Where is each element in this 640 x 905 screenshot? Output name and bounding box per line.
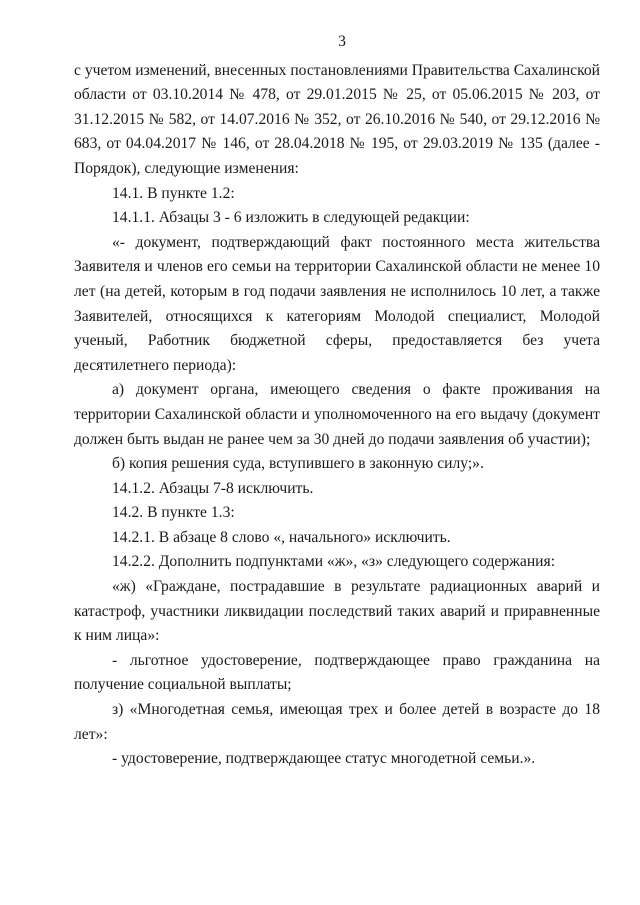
paragraph-14-2-1: 14.2.1. В абзаце 8 слово «, начального» исключить. xyxy=(112,528,451,546)
paragraph-item-z: з) «Многодетная семья, имеющая трех и более детей в возрасте до 18 лет»: xyxy=(74,701,600,743)
paragraph-14-2: 14.2. В пункте 1.3: xyxy=(112,504,235,522)
paragraph-item-b: б) копия решения суда, вступившего в законную силу;». xyxy=(112,455,484,473)
paragraph-14-1: 14.1. В пункте 1.2: xyxy=(112,184,235,202)
paragraph-14-2-2: 14.2.2. Дополнить подпунктами «ж», «з» следующего содержания: xyxy=(112,553,556,571)
paragraph-certificate-large-family: - удостоверение, подтверждающее статус многодетной семьи.». xyxy=(112,750,536,768)
paragraph-item-zh: «ж) «Граждане, пострадавшие в результате радиационных аварий и катастроф, участники ликвидации последствий таких аварий и приравненные к ним лица»: xyxy=(74,578,600,645)
paragraph-intro: с учетом изменений, внесенных постановлениями Правительства Сахалинской области от 03.10.2014 № 478, от 29.01.2015 № 25, от 05.06.2015 № 203, от 31.12.2015 № 582, от 14.07.2016 № 352, от 26.10.2016 № 540, от 29.12.2016 № 683, от 04.04.2017 № 146, от 28.04.2018 № 195, от 29.03.2019 № 135 (далее - Порядок), следующие изменения: xyxy=(74,61,601,177)
page-number: 3 xyxy=(338,33,346,50)
paragraph-14-1-2: 14.1.2. Абзацы 7-8 исключить. xyxy=(112,479,314,497)
paragraph-certificate-radiation: - льготное удостоверение, подтверждающее право гражданина на получение социальной выплаты; xyxy=(74,651,600,694)
paragraph-14-1-1: 14.1.1. Абзацы 3 - 6 изложить в следующей редакции: xyxy=(112,209,470,227)
paragraph-document-proof: «- документ, подтверждающий факт постоянного места жительства Заявителя и членов его семьи на территории Сахалинской области не менее 10 лет (на детей, которым в год подачи заявления не исполнилось 10 лет, а также Заявителей, относящихся к категориям Молодой специалист, Молодой ученый, Работник бюджетной сферы, предоставляется без учета десятилетнего периода): xyxy=(74,233,600,374)
paragraph-item-a: а) документ органа, имеющего сведения о факте проживания на территории Сахалинской области и уполномоченного на его выдачу (документ должен быть выдан не ранее чем за 30 дней до подачи заявления об участии); xyxy=(74,381,600,448)
